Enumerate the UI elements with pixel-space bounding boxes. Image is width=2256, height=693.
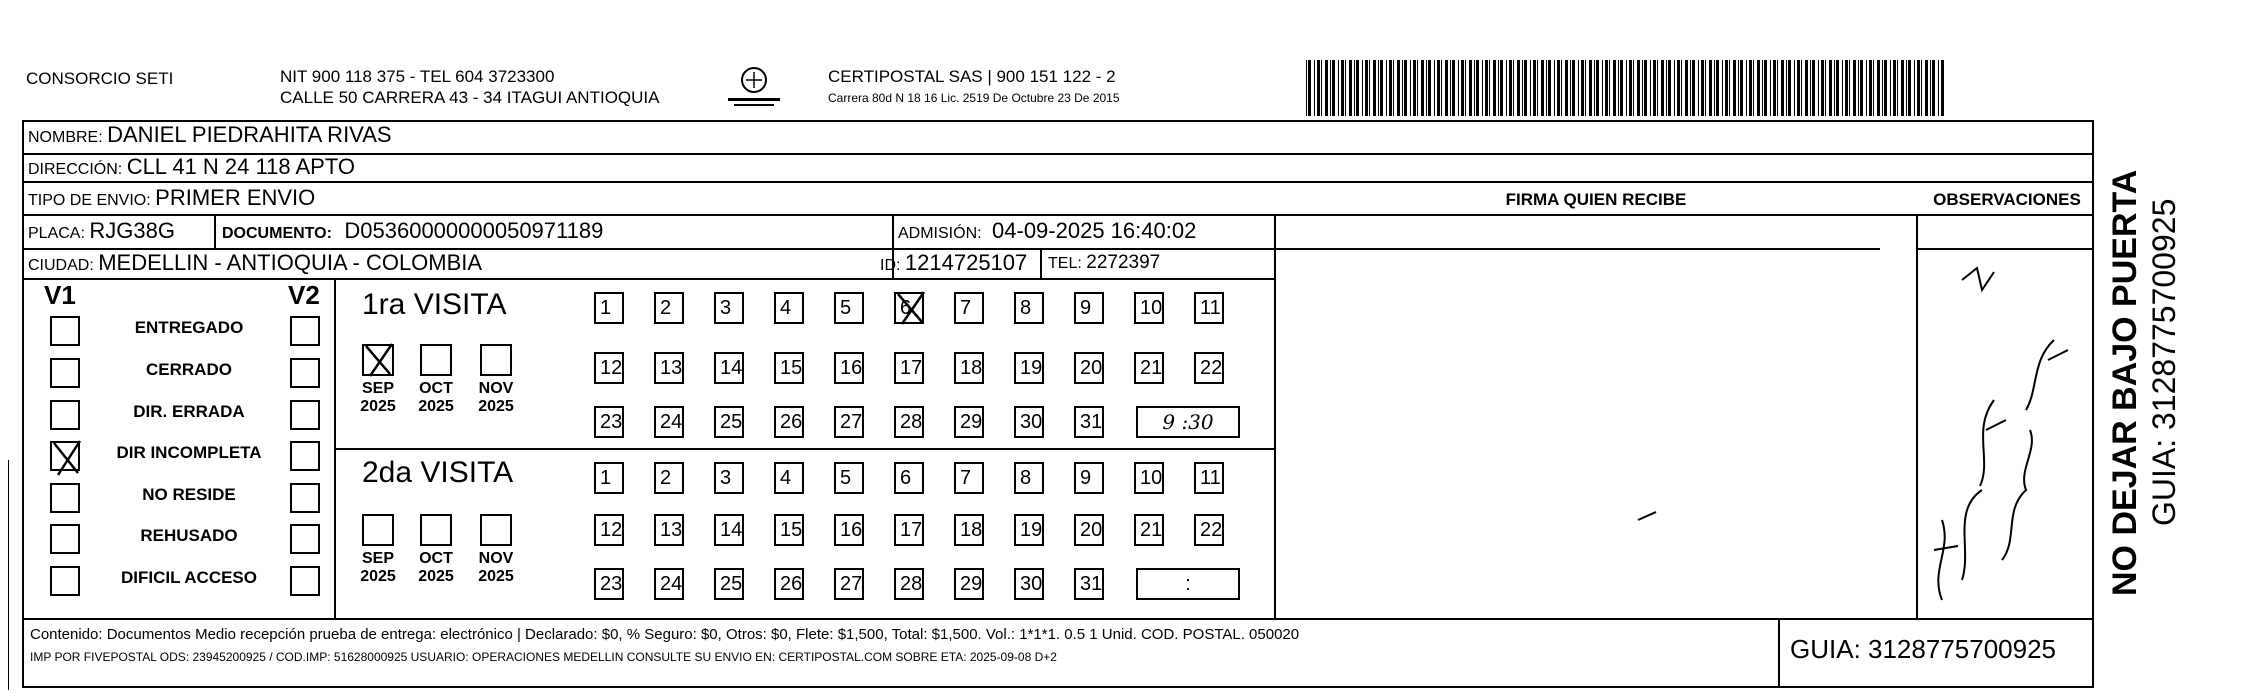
tipo-value: PRIMER ENVIO [155, 185, 316, 210]
second-visit-month-label: NOV 2025 [478, 550, 514, 585]
ciudad-row: CIUDAD: MEDELLIN - ANTIOQUIA - COLOMBIA [28, 250, 483, 275]
check-mark-icon [362, 342, 396, 378]
tel-value: 2272397 [1086, 252, 1161, 273]
second-visit-day-box[interactable]: 5 [834, 462, 864, 494]
first-visit-day-box[interactable]: 8 [1014, 292, 1044, 324]
status-v2-checkbox[interactable] [290, 441, 320, 471]
first-visit-day-box[interactable]: 30 [1014, 406, 1044, 438]
second-visit-day-box[interactable]: 31 [1074, 568, 1104, 600]
check-mark-icon [894, 290, 928, 326]
status-v2-checkbox[interactable] [290, 566, 320, 596]
second-visit-title: 2da VISITA [362, 456, 514, 489]
status-v1-checkbox[interactable] [50, 358, 80, 388]
v2-label: V2 [288, 280, 320, 310]
first-visit-title: 1ra VISITA [362, 288, 507, 321]
second-visit-month-checkbox[interactable] [420, 514, 452, 546]
second-visit-day-box[interactable]: 4 [774, 462, 804, 494]
first-visit-day-box[interactable]: 21 [1134, 352, 1164, 384]
status-label: DIR INCOMPLETA [116, 443, 262, 462]
second-visit-month-label: OCT 2025 [418, 550, 454, 585]
certipostal-logo [724, 62, 784, 112]
v1-label: V1 [44, 280, 76, 310]
placa-value: RJG38G [89, 218, 175, 243]
status-v2-checkbox[interactable] [290, 358, 320, 388]
first-visit-day-box[interactable]: 16 [834, 352, 864, 384]
first-visit-month-label: OCT 2025 [418, 380, 454, 415]
id-row: ID: 1214725107 [880, 250, 1028, 275]
status-label: ENTREGADO [134, 318, 244, 337]
status-v1-checkbox[interactable] [50, 441, 80, 471]
first-visit-month-label: SEP 2025 [360, 380, 396, 415]
firma-label: FIRMA QUIEN RECIBE [1505, 190, 1687, 209]
second-visit-day-box[interactable]: 17 [894, 514, 924, 546]
nombre-value: DANIEL PIEDRAHITA RIVAS [107, 122, 392, 147]
footer-guia: GUIA: 3128775700925 [1790, 634, 2056, 664]
first-visit-day-box[interactable]: 18 [954, 352, 984, 384]
second-visit-day-box[interactable]: 24 [654, 568, 684, 600]
first-visit-day-box[interactable]: 17 [894, 352, 924, 384]
nit-line: NIT 900 118 375 - TEL 604 3723300 [280, 67, 555, 86]
first-visit-day-box[interactable]: 31 [1074, 406, 1104, 438]
status-v1-checkbox[interactable] [50, 524, 80, 554]
second-visit-day-box[interactable]: 7 [954, 462, 984, 494]
status-v1-checkbox[interactable] [50, 566, 80, 596]
address-line: CALLE 50 CARRERA 43 - 34 ITAGUI ANTIOQUIA [280, 88, 660, 107]
second-visit-day-box[interactable]: 9 [1074, 462, 1104, 494]
first-visit-day-box[interactable]: 20 [1074, 352, 1104, 384]
first-visit-day-box[interactable]: 12 [594, 352, 624, 384]
status-label: DIR. ERRADA [133, 402, 245, 421]
certipostal-line: CERTIPOSTAL SAS | 900 151 122 - 2 [828, 67, 1116, 86]
tel-row: TEL: 2272397 [1048, 252, 1161, 273]
no-dejar-text: NO DEJAR BAJO PUERTA [2106, 169, 2144, 596]
first-visit-day-box[interactable]: 7 [954, 292, 984, 324]
first-visit-day-box[interactable]: 19 [1014, 352, 1044, 384]
first-visit-day-box[interactable]: 13 [654, 352, 684, 384]
documento-row: DOCUMENTO: D05360000000050971189 [222, 218, 604, 243]
status-label: NO RESIDE [142, 485, 236, 504]
first-visit-day-box[interactable]: 11 [1194, 292, 1224, 324]
second-visit-time-box[interactable]: : [1136, 568, 1240, 600]
second-visit-day-box[interactable]: 3 [714, 462, 744, 494]
second-visit-day-box[interactable]: 14 [714, 514, 744, 546]
second-visit-day-box[interactable]: 6 [894, 462, 924, 494]
first-visit-day-box[interactable]: 2 [654, 292, 684, 324]
first-visit-day-box[interactable]: 5 [834, 292, 864, 324]
second-visit-day-box[interactable]: 12 [594, 514, 624, 546]
first-visit-day-box[interactable]: 4 [774, 292, 804, 324]
first-visit-day-box[interactable]: 23 [594, 406, 624, 438]
second-visit-day-box[interactable]: 29 [954, 568, 984, 600]
tipo-row: TIPO DE ENVIO: PRIMER ENVIO [28, 185, 316, 210]
observation-handwriting [1922, 250, 2092, 616]
second-visit-day-box[interactable]: 20 [1074, 514, 1104, 546]
second-visit-day-box[interactable]: 18 [954, 514, 984, 546]
admision-value: 04-09-2025 16:40:02 [992, 218, 1197, 243]
status-label: REHUSADO [140, 526, 238, 545]
first-visit-day-box[interactable]: 27 [834, 406, 864, 438]
status-v2-checkbox[interactable] [290, 524, 320, 554]
barcode [1306, 60, 1946, 116]
contenido-line: Contenido: Documentos Medio recepción prueba de entrega: electrónico | Declarado: $0, % Seguro: $0, Otros: $0, Flete: $1,500, Total: $1,500. Vol.: 1*1*1. 0.5 1 Unid. COD. POSTAL. 050020 [30, 626, 1300, 643]
first-visit-day-box[interactable]: 28 [894, 406, 924, 438]
status-label: DIFICIL ACCESO [120, 568, 257, 587]
status-v2-checkbox[interactable] [290, 483, 320, 513]
direccion-value: CLL 41 N 24 118 APTO [126, 154, 355, 179]
second-visit-day-box[interactable]: 27 [834, 568, 864, 600]
second-visit-day-box[interactable]: 22 [1194, 514, 1224, 546]
status-label: CERRADO [146, 360, 232, 379]
second-visit-day-box[interactable]: 25 [714, 568, 744, 600]
second-visit-day-box[interactable]: 26 [774, 568, 804, 600]
imp-line: IMP POR FIVEPOSTAL ODS: 23945200925 / COD.IMP: 51628000925 USUARIO: OPERACIONES MEDELLIN CONSULTE SU ENVIO EN: CERTIPOSTAL.COM SOBRE ETA: 2025-09-08 D+2 [30, 650, 1057, 664]
first-visit-day-box[interactable]: 3 [714, 292, 744, 324]
company-name: CONSORCIO SETI [26, 69, 174, 88]
first-visit-day-box[interactable]: 22 [1194, 352, 1224, 384]
first-visit-day-box[interactable]: 14 [714, 352, 744, 384]
second-visit-month-checkbox[interactable] [480, 514, 512, 546]
second-visit-month-checkbox[interactable] [362, 514, 394, 546]
status-v2-checkbox[interactable] [290, 316, 320, 346]
first-visit-time-box[interactable]: 9 :30 [1136, 406, 1240, 438]
second-visit-day-box[interactable]: 28 [894, 568, 924, 600]
second-visit-day-box[interactable]: 8 [1014, 462, 1044, 494]
second-visit-day-box[interactable]: 19 [1014, 514, 1044, 546]
direccion-row: DIRECCIÓN: CLL 41 N 24 118 APTO [28, 154, 355, 179]
first-visit-month-checkbox[interactable] [420, 344, 452, 376]
second-visit-day-box[interactable]: 30 [1014, 568, 1044, 600]
second-visit-day-box[interactable]: 23 [594, 568, 624, 600]
first-visit-day-box[interactable]: 26 [774, 406, 804, 438]
status-v2-checkbox[interactable] [290, 400, 320, 430]
second-visit-day-box[interactable]: 10 [1134, 462, 1164, 494]
observaciones-label: OBSERVACIONES [1933, 190, 2081, 209]
status-v1-checkbox[interactable] [50, 483, 80, 513]
second-visit-month-label: SEP 2025 [360, 550, 396, 585]
second-visit-day-box[interactable]: 21 [1134, 514, 1164, 546]
second-visit-day-box[interactable]: 1 [594, 462, 624, 494]
ciudad-value: MEDELLIN - ANTIOQUIA - COLOMBIA [98, 250, 483, 275]
first-visit-day-box[interactable]: 9 [1074, 292, 1104, 324]
signature-mark [1636, 508, 1658, 522]
first-visit-day-box[interactable]: 25 [714, 406, 744, 438]
second-visit-day-box[interactable]: 15 [774, 514, 804, 546]
license-line: Carrera 80d N 18 16 Lic. 2519 De Octubre 23 De 2015 [828, 91, 1120, 105]
id-value: 1214725107 [904, 250, 1028, 275]
second-visit-day-box[interactable]: 16 [834, 514, 864, 546]
nombre-row: NOMBRE: DANIEL PIEDRAHITA RIVAS [28, 122, 392, 147]
status-v1-checkbox[interactable] [50, 400, 80, 430]
side-guia: GUIA: 3128775700925 [2146, 198, 2182, 526]
first-visit-day-box[interactable]: 15 [774, 352, 804, 384]
first-visit-day-box[interactable]: 24 [654, 406, 684, 438]
second-visit-day-box[interactable]: 11 [1194, 462, 1224, 494]
status-v1-checkbox[interactable] [50, 316, 80, 346]
check-mark-icon [50, 439, 84, 477]
admision-row: ADMISIÓN: 04-09-2025 16:40:02 [898, 218, 1197, 243]
second-visit-day-box[interactable]: 2 [654, 462, 684, 494]
first-visit-month-label: NOV 2025 [478, 380, 514, 415]
first-visit-day-box[interactable]: 10 [1134, 292, 1164, 324]
first-visit-month-checkbox[interactable] [480, 344, 512, 376]
first-visit-day-box[interactable]: 29 [954, 406, 984, 438]
documento-value: D05360000000050971189 [344, 218, 604, 243]
first-visit-day-box[interactable]: 6 [894, 292, 924, 324]
first-visit-month-checkbox[interactable] [362, 344, 394, 376]
second-visit-day-box[interactable]: 13 [654, 514, 684, 546]
first-visit-day-box[interactable]: 1 [594, 292, 624, 324]
placa-row: PLACA: RJG38G [28, 218, 175, 243]
